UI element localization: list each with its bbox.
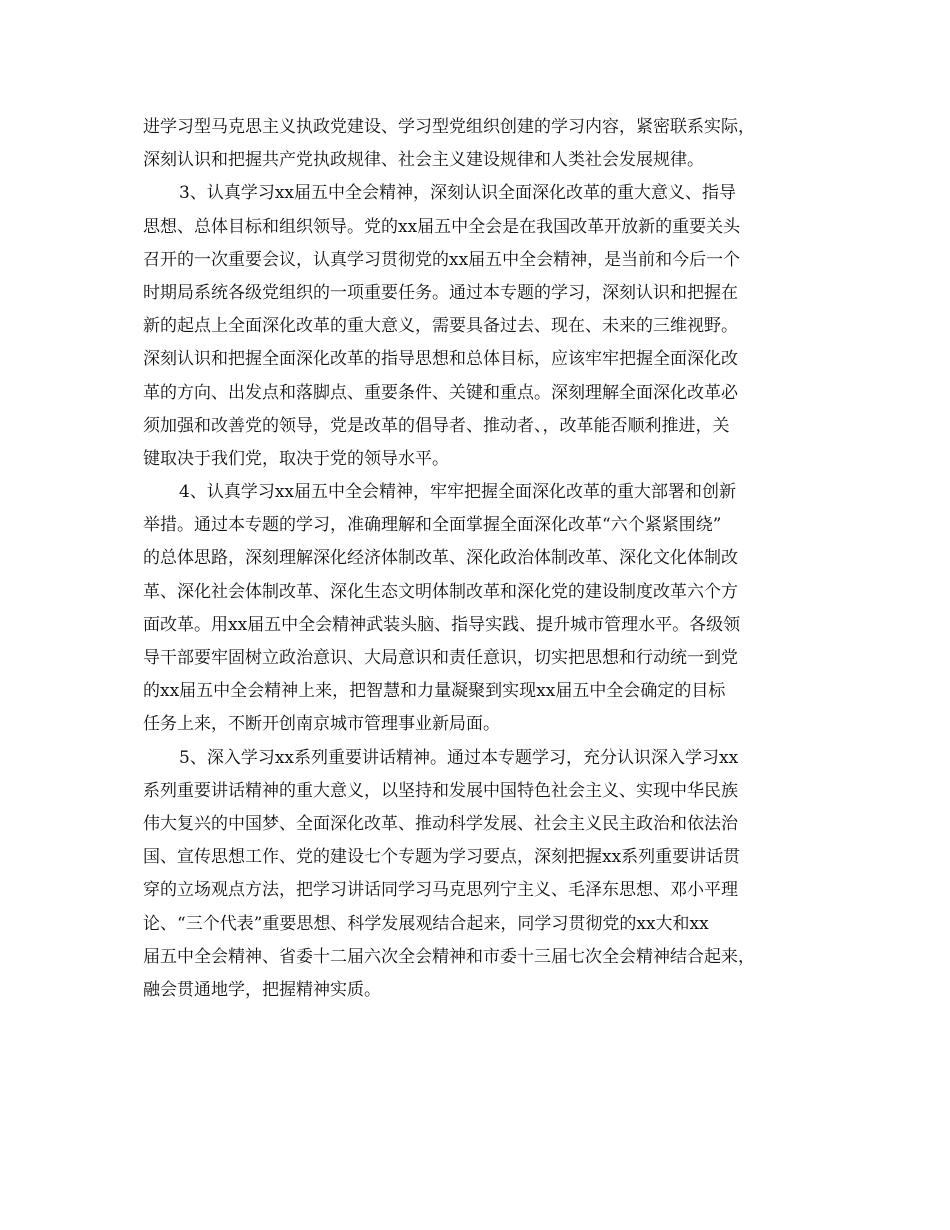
text-line: 举措。通过本专题的学习，准确理解和全面掌握全面深化改革“六个紧紧围绕” <box>143 515 722 536</box>
text-line: 思想、总体目标和组织领导。党的xx届五中全会是在我国改革开放新的重要关头 <box>143 216 741 237</box>
text-line: 深刻认识和把握共产党执政规律、社会主义建设规律和人类社会发展规律。 <box>143 150 704 171</box>
text-line: 进学习型马克思主义执政党建设、学习型党组织创建的学习内容，紧密联系实际， <box>143 117 755 137</box>
text-line: 须加强和改善党的领导，党是改革的倡导者、推动者、，改革能否顺利推进，关 <box>143 415 730 436</box>
text-line: 召开的一次重要会议，认真学习贯彻党的xx届五中全会精神，是当前和今后一个 <box>143 249 741 270</box>
text-line: 时期局系统各级党组织的一项重要任务。通过本专题的学习，深刻认识和把握在 <box>143 282 738 303</box>
text-line: 革的方向、出发点和落脚点、重要条件、关键和重点。深刻理解全面深化改革必 <box>143 382 738 403</box>
text-line: 的总体思路，深刻理解深化经济体制改革、深化政治体制改革、深化文化体制改 <box>143 548 738 569</box>
text-line: 深刻认识和把握全面深化改革的指导思想和总体目标，应该牢牢把握全面深化改 <box>143 349 738 370</box>
text-line: 届五中全会精神、省委十二届六次全会精神和市委十三届七次全会精神结合起来， <box>143 946 755 967</box>
text-line: 融会贯通地学，把握精神实质。 <box>143 979 381 1000</box>
text-line: 新的起点上全面深化改革的重大意义，需要具备过去、现在、未来的三维视野。 <box>143 316 738 337</box>
text-line: 国、宣传思想工作、党的建设七个专题为学习要点，深刻把握xx系列重要讲话贯 <box>143 847 741 868</box>
text-line: 穿的立场观点方法，把学习讲话同学习马克思列宁主义、毛泽东思想、邓小平理 <box>143 880 738 901</box>
paragraph-continuation <box>143 111 806 177</box>
text-line: 面改革。用xx届五中全会精神武装头脑、指导实践、提升城市管理水平。各级领 <box>143 614 741 635</box>
text-line: 系列重要讲话精神的重大意义，以坚持和发展中国特色社会主义、实现中华民族 <box>143 780 738 801</box>
text-line: 3、认真学习xx届五中全会精神，深刻认识全面深化改革的重大意义、指导 <box>179 183 736 204</box>
text-line: 论、“三个代表”重要思想、科学发展观结合起来，同学习贯彻党的xx大和xx <box>143 913 709 934</box>
text-line: 伟大复兴的中国梦、全面深化改革、推动科学发展、社会主义民主政治和依法治 <box>143 813 738 834</box>
paragraph-item-4 <box>143 476 806 742</box>
text-line: 4、认真学习xx届五中全会精神，牢牢把握全面深化改革的重大部署和创新 <box>179 482 736 503</box>
text-line: 的xx届五中全会精神上来，把智慧和力量凝聚到实现xx届五中全会确定的目标 <box>143 681 726 702</box>
text-line: 革、深化社会体制改革、深化生态文明体制改革和深化党的建设制度改革六个方 <box>143 581 738 602</box>
text-line: 导干部要牢固树立政治意识、大局意识和责任意识，切实把思想和行动统一到党 <box>143 648 738 668</box>
text-line: 5、深入学习xx系列重要讲话精神。通过本专题学习，充分认识深入学习xx <box>179 747 739 768</box>
document-page <box>143 111 806 1007</box>
text-line: 任务上来，不断开创南京城市管理事业新局面。 <box>143 714 500 735</box>
paragraph-item-3 <box>143 177 806 476</box>
paragraph-item-5 <box>143 742 806 1008</box>
text-line: 键取决于我们党，取决于党的领导水平。 <box>143 448 449 469</box>
